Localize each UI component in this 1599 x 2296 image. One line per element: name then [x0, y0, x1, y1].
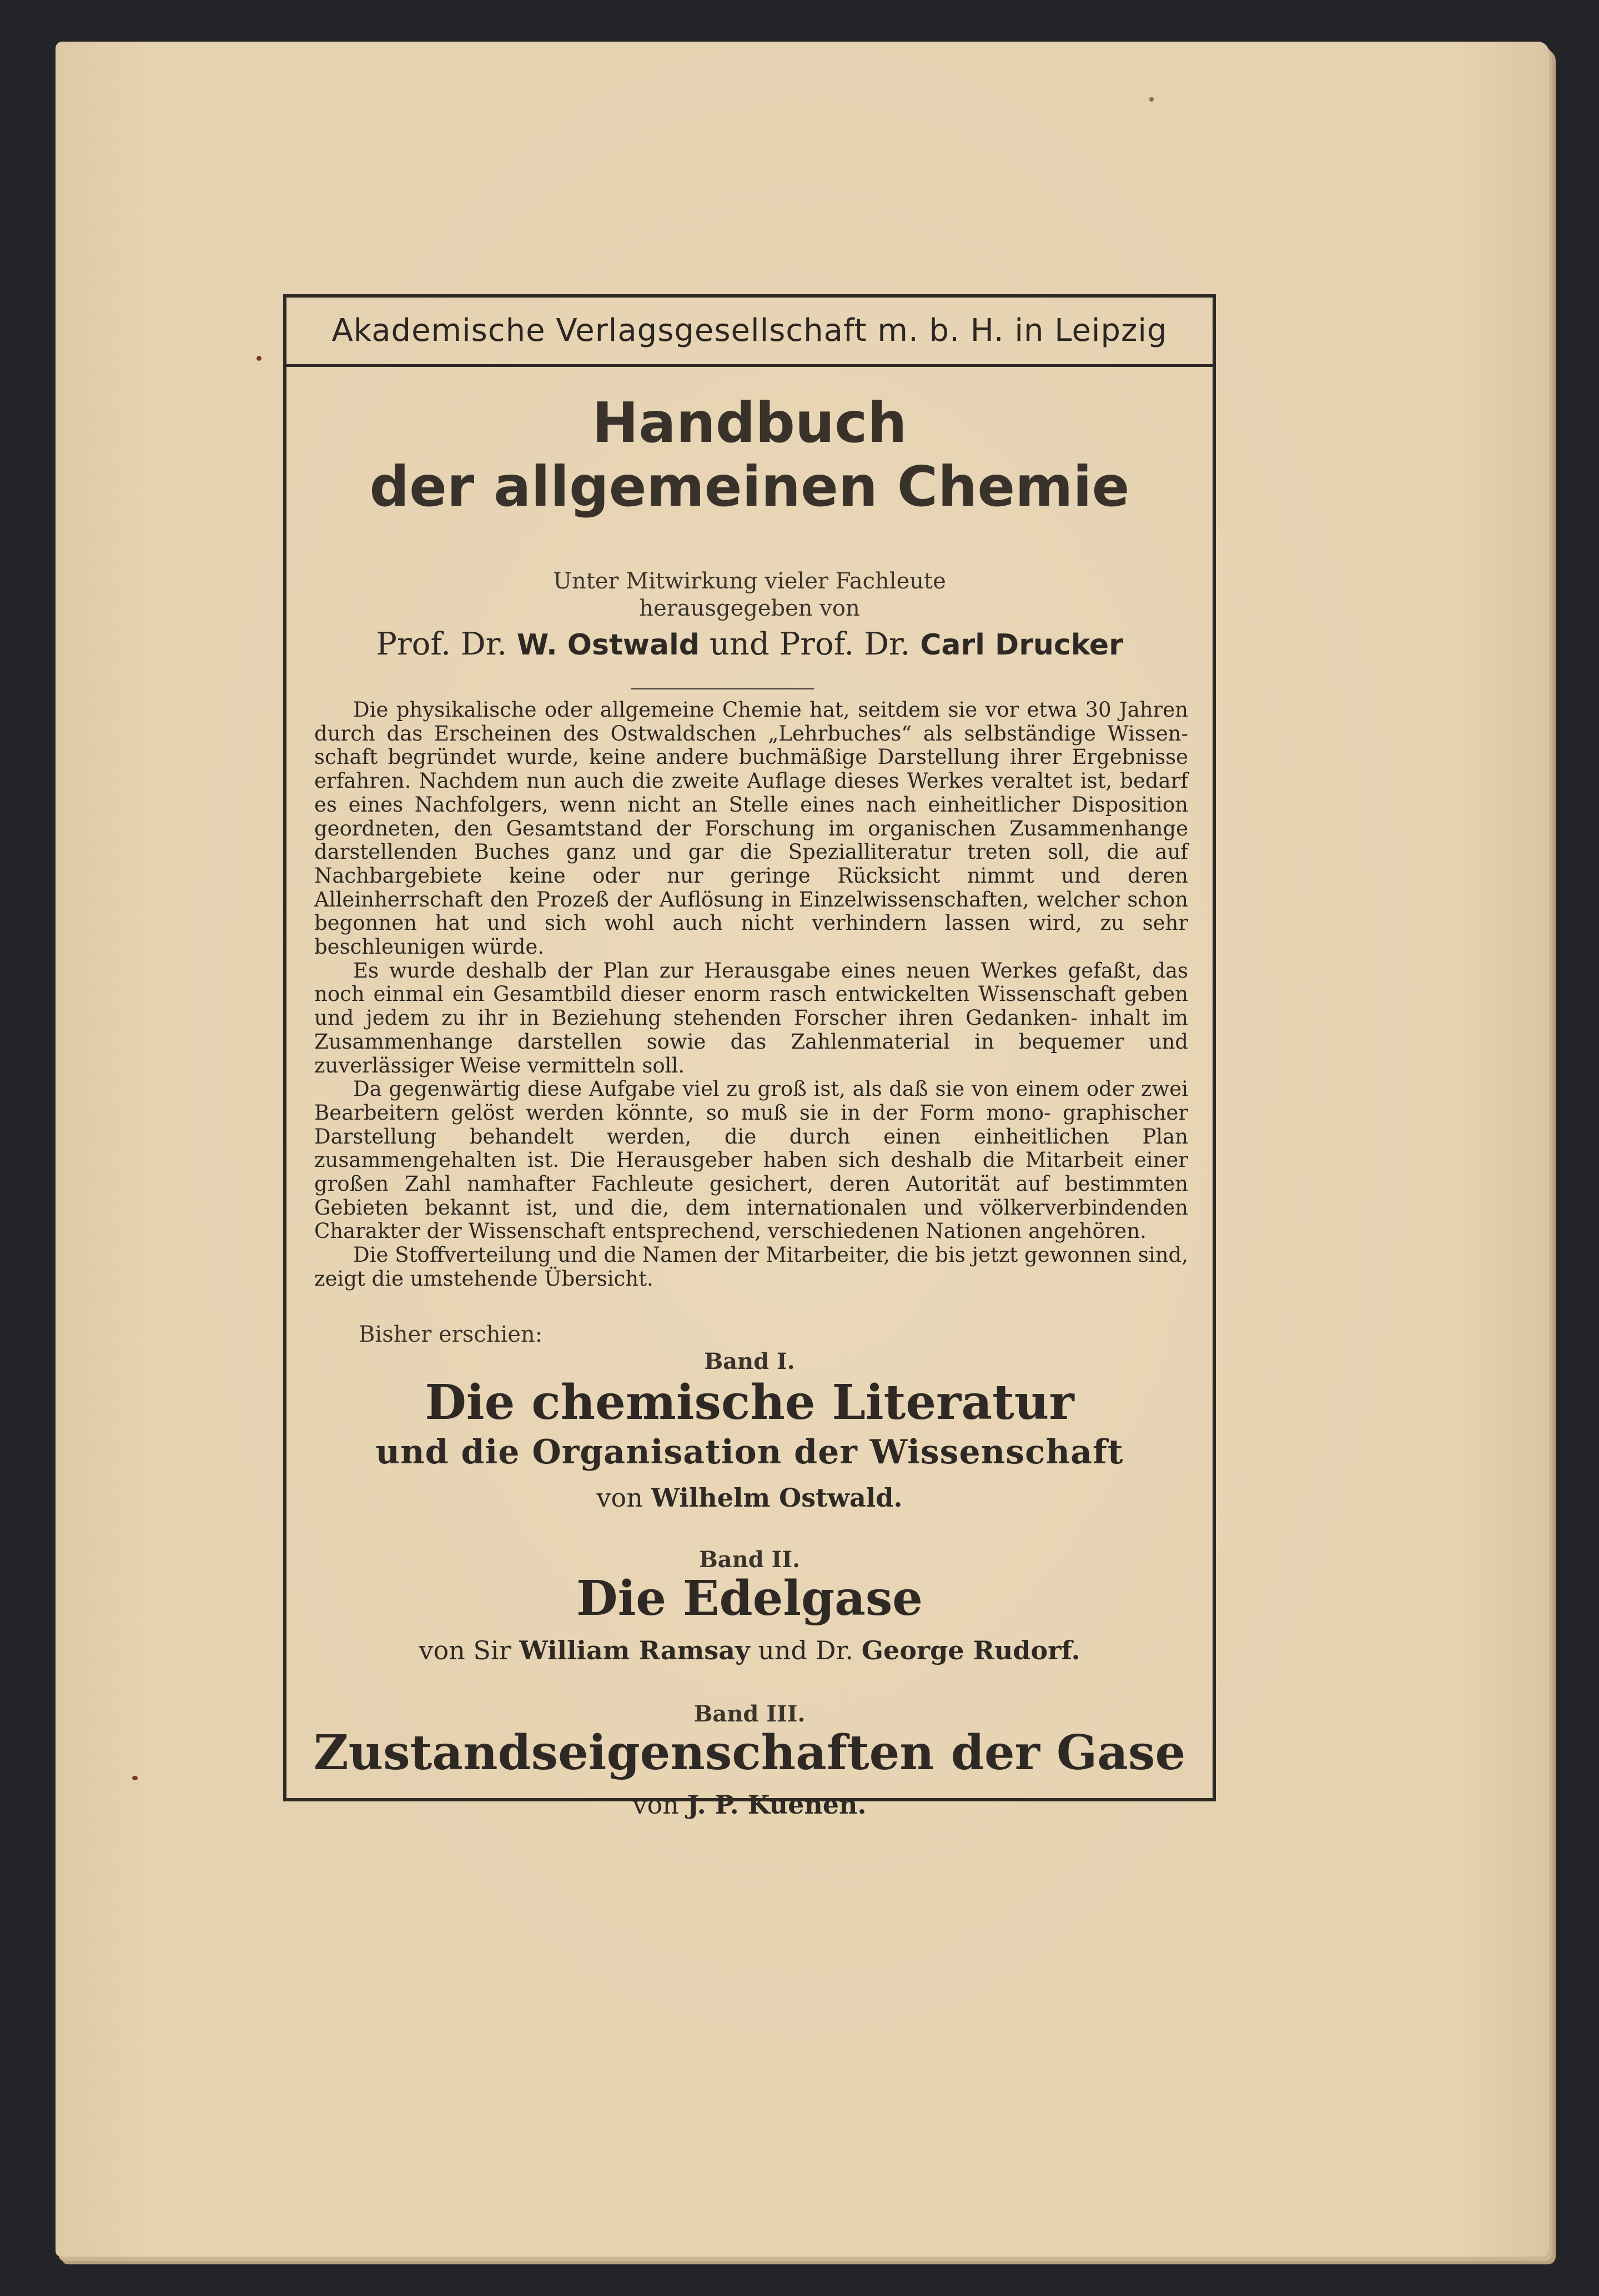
- volume-1-author: Wilhelm Ostwald.: [651, 1483, 903, 1513]
- text-line: welcher schon begonnen hat und sich wohl auch nicht verhindern lassen wird,: [314, 887, 1189, 935]
- text-line: durch das Erscheinen des Ostwaldschen „Lehrbuches“ als selbständige Wissen-: [314, 721, 1188, 746]
- text-line: zusammengehalten ist. Die Herausgeber haben sich deshalb die Mitarbeit einer: [314, 1148, 1188, 1172]
- paper-speck: [257, 356, 262, 361]
- editor-conjunction: und Prof. Dr.: [709, 626, 911, 662]
- text-line: geben und jedem zu ihr in Beziehung stehenden Forscher ihren Gedanken-: [314, 982, 1188, 1030]
- text-line: oder zwei Bearbeitern gelöst werden könnte, so muß sie in der Form mono-: [314, 1077, 1189, 1125]
- paragraph-2: [314, 959, 1188, 1078]
- text-line: erfahren. Nachdem nun auch die zweite Auflage dieses Werkes veraltet ist,: [314, 769, 1113, 793]
- paper-speck: [1149, 97, 1154, 102]
- paragraph-1: [314, 698, 1188, 959]
- text-line: großen Zahl namhafter Fachleute gesichert, deren Autorität auf bestimmten: [314, 1172, 1188, 1196]
- volume-1-title: Die chemische Literatur: [425, 1374, 1074, 1431]
- paragraph-3: [314, 1077, 1188, 1243]
- text-line: Die Stoffverteilung und die Namen der Mitarbeiter, die bis jetzt gewonnen: [353, 1243, 1132, 1267]
- volume-3-byline: [286, 1790, 1213, 1820]
- byline-conjunction: und Dr.: [758, 1635, 854, 1665]
- paper-speck: [132, 1776, 138, 1780]
- volume-3-label: Band III.: [693, 1701, 806, 1727]
- text-line: graphischer Darstellung behandelt werden, die durch einen einheitlichen Plan: [314, 1100, 1188, 1149]
- text-line: sind, zeigt die umstehende Übersicht.: [314, 1243, 1189, 1291]
- byline-prefix: von Sir: [419, 1635, 511, 1665]
- volume-2-title: Die Edelgase: [576, 1570, 923, 1627]
- text-line: Da gegenwärtig diese Aufgabe viel zu groß ist, als daß sie von einem: [353, 1077, 1080, 1101]
- editor-2-name: Carl Drucker: [920, 628, 1123, 662]
- editor-1-title: Prof. Dr.: [376, 626, 507, 662]
- text-line: Es wurde deshalb der Plan zur Herausgabe eines neuen Werkes gefaßt,: [353, 958, 1142, 983]
- advertisement-panel: [283, 294, 1216, 1820]
- text-line: Die physikalische oder allgemeine Chemie hat, seitdem sie vor etwa 30 Jahren: [353, 698, 1188, 722]
- text-line: Charakter der Wissenschaft entsprechend, verschiedenen Nationen angehören.: [314, 1219, 1147, 1243]
- volume-3-title: Zustandseigenschaften der Gase: [313, 1725, 1186, 1781]
- text-line: soll, die auf Nachbargebiete keine oder nur geringe Rücksicht nimmt und: [314, 840, 1188, 888]
- volume-2-label: Band II.: [698, 1547, 801, 1573]
- text-line: das noch einmal ein Gesamtbild dieser enorm rasch entwickelten Wissenschaft: [314, 958, 1189, 1006]
- paragraph-4: [314, 1243, 1188, 1291]
- divider-rule: [631, 688, 814, 689]
- byline-prefix: von: [632, 1790, 679, 1820]
- text-line: zu sehr beschleunigen würde.: [314, 911, 1188, 959]
- editors-line: [286, 626, 1213, 662]
- description-text: [314, 698, 1188, 1291]
- published-so-far-label: Bisher erschien:: [359, 1322, 543, 1347]
- volume-2-author-1: William Ramsay: [519, 1635, 750, 1665]
- volume-3-author: J. P. Kuenen.: [687, 1790, 867, 1820]
- text-line: bedarf es eines Nachfolgers, wenn nicht an Stelle eines nach einheitlicher: [314, 769, 1188, 817]
- byline-prefix: von: [596, 1483, 643, 1513]
- title-line-2: der allgemeinen Chemie: [369, 454, 1130, 519]
- text-line: Zusammenhange darstellenden Buches ganz und gar die Spezialliteratur treten: [314, 816, 1188, 864]
- book-cover-page: [56, 42, 1549, 2257]
- text-line: deren Alleinherrschaft den Prozeß der Auflösung in Einzelwissenschaften,: [314, 863, 1189, 912]
- collaboration-line: Unter Mitwirkung vieler Fachleute: [553, 568, 946, 594]
- publisher-header: Akademische Verlagsgesellschaft m. b. H. in Leipzig: [286, 298, 1213, 367]
- text-line: schaft begründet wurde, keine andere buchmäßige Darstellung ihrer Ergebnisse: [314, 745, 1188, 769]
- text-line: und zuverlässiger Weise vermitteln soll.: [314, 1029, 1188, 1077]
- text-line: inhalt im Zusammenhange darstellen sowie das Zahlenmaterial in bequemer: [314, 1006, 1188, 1054]
- volume-1-subtitle: und die Organisation der Wissenschaft: [375, 1433, 1124, 1472]
- editor-1-name: W. Ostwald: [516, 628, 700, 662]
- volume-1-label: Band I.: [704, 1348, 795, 1374]
- text-line: Disposition geordneten, den Gesamtstand der Forschung im organischen: [314, 792, 1188, 840]
- volume-2-byline: [286, 1635, 1213, 1665]
- volume-2-author-2: George Rudorf.: [861, 1635, 1080, 1665]
- editor-intro-line: herausgegeben von: [639, 596, 860, 621]
- text-line: Gebieten bekannt ist, und die, dem internationalen und völkerverbindenden: [314, 1195, 1188, 1220]
- title-line-1: Handbuch: [592, 390, 907, 455]
- volume-1-byline: [286, 1483, 1213, 1513]
